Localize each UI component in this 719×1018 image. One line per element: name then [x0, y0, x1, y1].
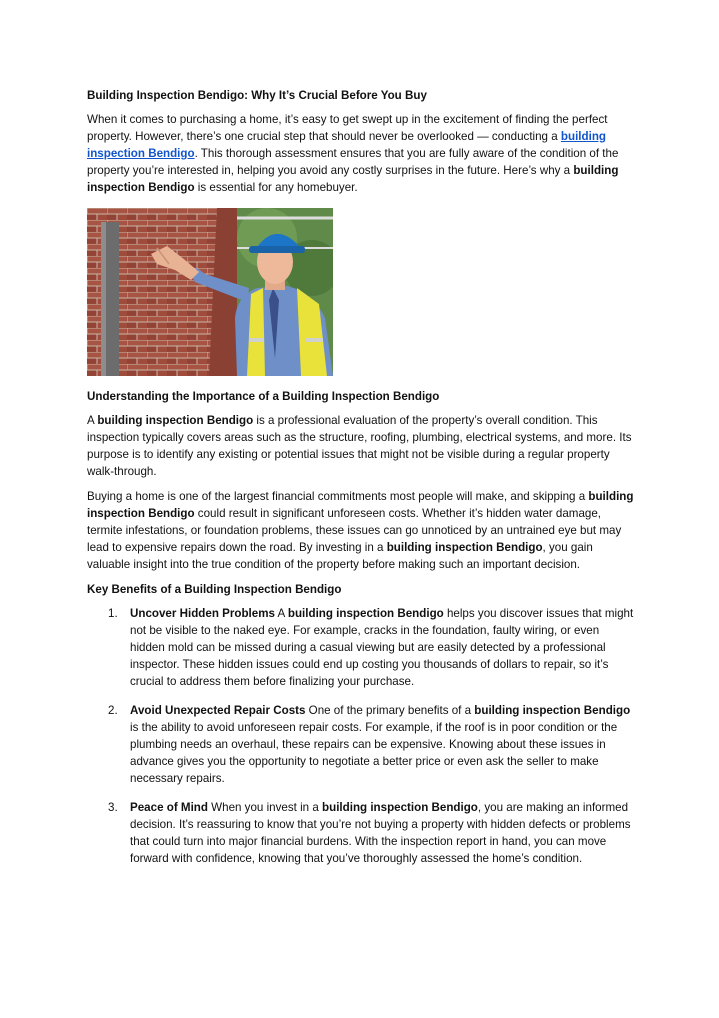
- intro-paragraph: When it comes to purchasing a home, it’s easy to get swept up in the excitement of finding the perfect property. However, there’s one crucial step that should never be overlooked — conducting a building inspection Bendigo. This thorough assessment ensures that you are fully aware of the condition of the property you’re interested in, helping you avoid any costly surprises in the future. Here’s why a building inspection Bendigo is essential for any homebuyer.: [87, 113, 619, 194]
- inspector-photo: [87, 208, 333, 376]
- document-page: [87, 87, 637, 879]
- list-item: 1. Uncover Hidden Problems A building inspection Bendigo helps you discover issues that might not be visible to the naked eye. For example, cracks in the foundation, faulty wiring, or even hidden mold can be missed during a casual viewing but are easily detected by a professional inspector. These hidden issues could end up costing you thousands of dollars to repair, so it’s crucial to address them before finalizing your purchase.: [108, 607, 634, 688]
- paragraph-importance-1: A building inspection Bendigo is a professional evaluation of the property’s overall condition. This inspection typically covers areas such as the structure, roofing, plumbing, electrical systems, and more. Its purpose is to identify any existing or potential issues that might not be visible during a regular property walk-through.: [87, 414, 632, 478]
- paragraph-importance-2: Buying a home is one of the largest financial commitments most people will make, and skipping a building inspection Bendigo could result in significant unforeseen costs. Whether it’s hidden water damage, termite infestations, or foundation problems, these issues can go unnoticed by an untrained eye but may lead to expensive repairs down the road. By investing in a building inspection Bendigo, you gain valuable insight into the true condition of the property before making such an important decision.: [87, 490, 634, 571]
- list-item: 3. Peace of Mind When you invest in a building inspection Bendigo, you are making an informed decision. It’s reassuring to know that you’re not buying a property with hidden defects or problems that could turn into major financial burdens. With the inspection report in hand, you can move forward with confidence, knowing that you’ve thoroughly assessed the home’s condition.: [108, 801, 631, 865]
- section-heading-importance: Understanding the Importance of a Building Inspection Bendigo: [87, 390, 440, 403]
- section-heading-benefits: Key Benefits of a Building Inspection Bendigo: [87, 583, 342, 596]
- building-inspection-link[interactable]: building inspection Bendigo: [87, 130, 606, 160]
- list-item: 2. Avoid Unexpected Repair Costs One of the primary benefits of a building inspection Bendigo is the ability to avoid unforeseen repair costs. For example, if the roof is in poor condition or the plumbing needs an overhaul, these repairs can be expensive. Knowing about these issues in advance gives you the opportunity to negotiate a better price or even ask the seller to make necessary repairs.: [108, 704, 631, 785]
- benefits-list: [87, 605, 637, 867]
- page-title: Building Inspection Bendigo: Why It’s Crucial Before You Buy: [87, 89, 427, 102]
